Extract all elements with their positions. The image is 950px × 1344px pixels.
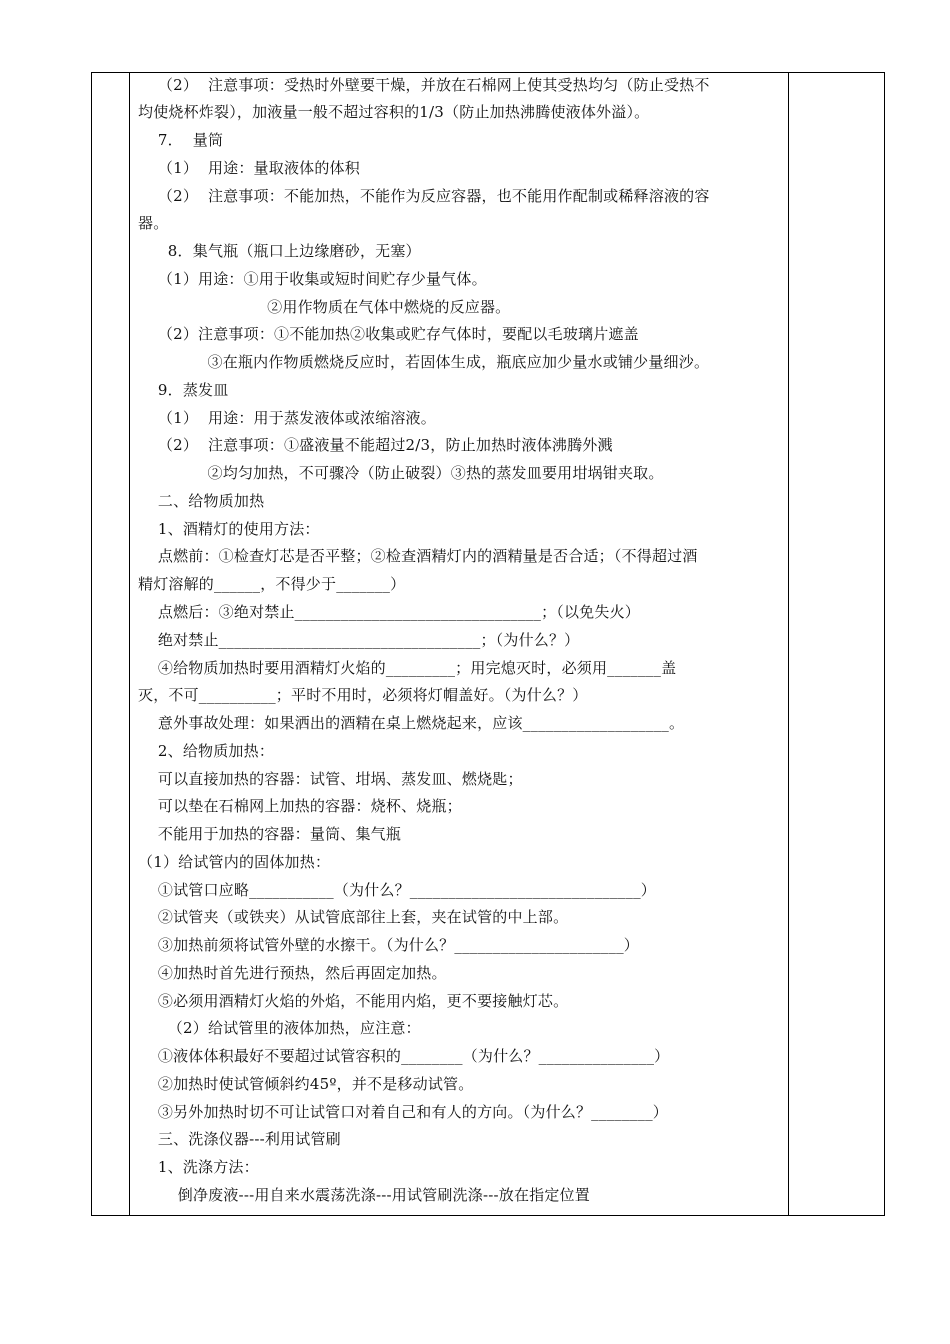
- text-line: ①液体体积最好不要超过试管容积的________（为什么？_______________）: [138, 1047, 670, 1065]
- text-line: ③加热前须将试管外壁的水擦干。（为什么？______________________）: [138, 936, 639, 954]
- text-line: ②用作物质在气体中燃烧的反应器。: [138, 298, 511, 316]
- text-line: 9．蒸发皿: [138, 381, 229, 399]
- text-line: （2）注意事项：①不能加热②收集或贮存气体时，要配以毛玻璃片遮盖: [138, 325, 639, 343]
- text-line: ④给物质加热时要用酒精灯火焰的_________；用完熄灭时，必须用_______盖: [138, 659, 677, 677]
- text-line: ②加热时使试管倾斜约45º，并不是移动试管。: [138, 1075, 474, 1093]
- text-line: 倒净废液---用自来水震荡洗涤---用试管刷洗涤---放在指定位置: [138, 1186, 590, 1204]
- text-line: ③另外加热时切不可让试管口对着自己和有人的方向。（为什么？________）: [138, 1103, 668, 1121]
- text-line: 灭，不可__________；平时不用时，必须将灯帽盖好。（为什么？）: [138, 686, 588, 704]
- text-line: （2） 注意事项：不能加热，不能作为反应容器，也不能用作配制或稀释溶液的容: [138, 187, 710, 205]
- text-line: 1、洗涤方法：: [138, 1158, 259, 1176]
- text-line: 二、给物质加热: [138, 492, 265, 510]
- text-line: 均使烧杯炸裂），加液量一般不超过容积的1/3（防止加热沸腾使液体外溢）。: [138, 103, 650, 121]
- column-divider-left: [129, 73, 130, 1215]
- text-line: ④加热时首先进行预热，然后再固定加热。: [138, 964, 447, 982]
- text-line: 器。: [138, 214, 169, 232]
- text-line: 绝对禁止__________________________________；（为什么？）: [138, 631, 580, 649]
- text-line: 点燃后：③绝对禁止________________________________；（以免失火）: [138, 603, 640, 621]
- text-line: 可以垫在石棉网上加热的容器：烧杯、烧瓶；: [138, 797, 462, 815]
- text-line: 不能用于加热的容器：量筒、集气瓶: [138, 825, 402, 843]
- text-line: （1）用途：①用于收集或短时间贮存少量气体。: [138, 270, 487, 288]
- text-line: 8．集气瓶（瓶口上边缘磨砂，无塞）: [138, 242, 421, 260]
- text-line: 点燃前：①检查灯芯是否平整；②检查酒精灯内的酒精量是否合适；（不得超过酒: [138, 547, 698, 565]
- text-line: 精灯溶解的______，不得少于_______）: [138, 575, 406, 593]
- text-line: ①试管口应略___________（为什么？______________________________）: [138, 881, 656, 899]
- text-line: 7． 量筒: [138, 131, 224, 149]
- text-line: （2）给试管里的液体加热，应注意：: [138, 1019, 421, 1037]
- text-line: 意外事故处理：如果洒出的酒精在桌上燃烧起来，应该___________________。: [138, 714, 685, 732]
- text-line: （2） 注意事项：受热时外壁要干燥，并放在石棉网上使其受热均匀（防止受热不: [138, 76, 710, 94]
- text-line: （2） 注意事项：①盛液量不能超过2/3，防止加热时液体沸腾外溅: [138, 436, 613, 454]
- text-line: ②均匀加热，不可骤冷（防止破裂）③热的蒸发皿要用坩埚钳夹取。: [138, 464, 664, 482]
- text-line: （1） 用途：量取液体的体积: [138, 159, 360, 177]
- text-line: （1） 用途：用于蒸发液体或浓缩溶液。: [138, 409, 436, 427]
- text-line: 三、洗涤仪器---利用试管刷: [138, 1130, 341, 1148]
- text-line: 1、酒精灯的使用方法：: [138, 520, 320, 538]
- text-line: 2、给物质加热：: [138, 742, 275, 760]
- column-divider-right: [788, 73, 789, 1215]
- text-line: ③在瓶内作物质燃烧反应时，若固体生成，瓶底应加少量水或铺少量细沙。: [138, 353, 710, 371]
- text-line: ⑤必须用酒精灯火焰的外焰，不能用内焰，更不要接触灯芯。: [138, 992, 569, 1010]
- text-line: （1）给试管内的固体加热：: [138, 853, 331, 871]
- text-line: 可以直接加热的容器：试管、坩埚、蒸发皿、燃烧匙；: [138, 770, 523, 788]
- text-line: ②试管夹（或铁夹）从试管底部往上套，夹在试管的中上部。: [138, 908, 569, 926]
